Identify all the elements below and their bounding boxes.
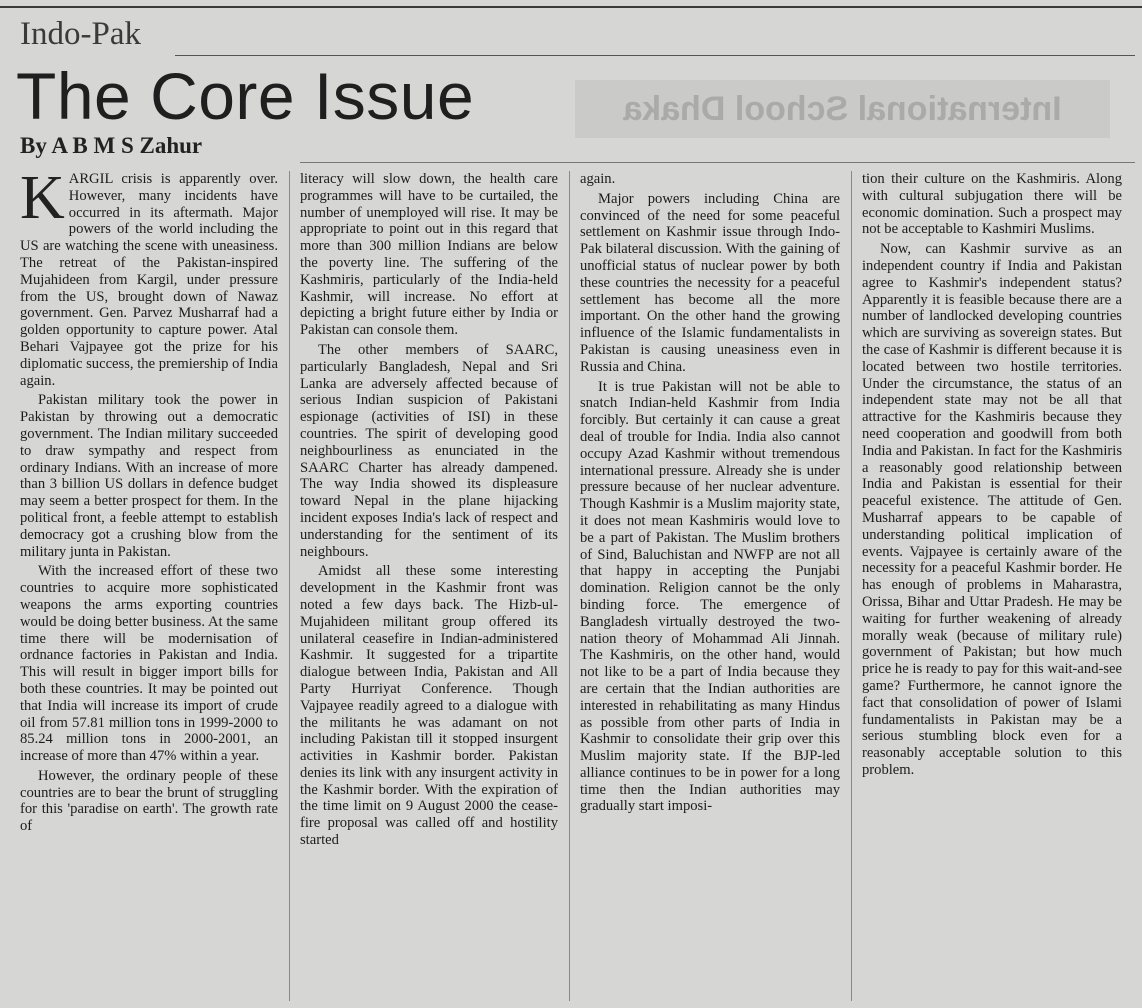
article-paragraph <box>300 563 558 849</box>
paragraph-text: ARGIL crisis is apparently over. However, many incidents have occurred in its aftermath. Major powers of the world including the US are watching the scene with uneasiness. The retreat of the Pakistan-inspired Mujahideen from Kargil, under pressure from the US, brought down of Nawaz government. Gen. Parvez Musharraf had a golden opportunity to capture power. Atal Behari Vajpayee got the prize for his diplomatic success, the premiership of India again. <box>20 171 278 389</box>
paragraph-text: again. <box>580 171 616 187</box>
paragraph-text: Pakistan military took the power in Pakistan by throwing out a democratic government. The Indian military succeeded to draw sympathy and respect from ordinary Indians. With an increase of more than 3 billion US dollars in defence budget may seem a better prospect for them. In the political front, a feeble attempt to establish democracy got a crushing blow from the military junta in Pakistan. <box>20 392 278 560</box>
article-paragraph <box>20 563 278 765</box>
article-paragraph <box>580 191 840 376</box>
byline-rule <box>300 162 1135 163</box>
byline: By A B M S Zahur <box>20 133 203 158</box>
column-divider <box>289 171 290 1001</box>
article-column-2 <box>300 171 558 1001</box>
article-paragraph <box>862 171 1122 238</box>
paragraph-text: However, the ordinary people of these countries are to bear the brunt of struggling for this 'paradise on earth'. The growth rate of <box>20 767 278 835</box>
headline: The Core Issue <box>16 59 475 133</box>
column-divider <box>851 171 852 1001</box>
article-paragraph <box>580 379 840 816</box>
paragraph-text: tion their culture on the Kashmiris. Along with cultural subjugation there will be economic domination. Such a prospect may not be acceptable to Kashmiri Muslims. <box>862 171 1122 238</box>
article-column-1 <box>20 171 278 1001</box>
article-column-4 <box>862 171 1122 1001</box>
paragraph-text: The other members of SAARC, particularly Bangladesh, Nepal and Sri Lanka are adversely affected because of serious Indian suspicion of Pakistani espionage (activities of ISI) in these countries. The spirit of developing good neighbourliness as enunciated in the SAARC Charter has already dampened. The way India showed its displeasure toward Nepal in the plane hijacking incident exposes India's lack of respect and understanding for the sentiment of its neighbours. <box>300 341 558 560</box>
paragraph-text: It is true Pakistan will not be able to snatch Indian-held Kashmir from India forcibly. But certainly it can cause a great deal of trouble for India. India also cannot occupy Azad Kashmir without tremendous international pressure. Already she is under pressure because of her nuclear adventure. Though Kashmir is a Muslim majority state, it does not mean Kashmiris would love to be a part of Pakistan. The Muslim brothers of Sind, Baluchistan and NWFP are not all that happy in accepting the Punjabi domination. Religion cannot be the only binding force. The emergence of Bangladesh virtually destroyed the two-nation theory of Mohammad Ali Jinnah. The Kashmiris, on the other hand, would not like to be a part of India because they are certain that the Indian authorities are interested in rehabilitating as many Hindus as possible from other parts of India in Kashmir to consolidate their grip over this Muslim majority state. If the BJP-led alliance continues to be in power for a long time then the Indian authorities may gradually start imposi- <box>580 378 840 815</box>
kicker-rule <box>175 55 1135 56</box>
top-rule <box>0 6 1142 8</box>
article-paragraph <box>20 171 278 389</box>
article-paragraph <box>300 342 558 560</box>
article-paragraph <box>862 241 1122 779</box>
article-paragraph <box>580 171 840 188</box>
column-divider <box>569 171 570 1001</box>
article-paragraph <box>300 171 558 339</box>
paragraph-text: literacy will slow down, the health care programmes will have to be curtailed, the number of unemployed will rise. It may be appropriate to point out in this regard that more than 300 million Indians are below the poverty line. The suffering of the Kashmiris, particularly of the India-held Kashmir, will increase. No effort at depicting a bright future either by India or Pakistan can console them. <box>300 171 558 339</box>
drop-cap: K <box>20 171 65 232</box>
mirrored-ad-banner: International School Dhaka <box>575 80 1110 138</box>
paragraph-text: Now, can Kashmir survive as an independent country if India and Pakistan agree to Kashmir's independent status? Apparently it is feasible because there are a number of landlocked developing countries which are surviving as sovereign states. But the case of Kashmir is different because it is located between two hostile territories. Under the circumstance, the status of an independent state may not be all that attractive for the Kashmiris because they need cooperation and goodwill from both India and Pakistan. In fact for the Kashmiris a reasonably good relationship between India and Pakistan is essential for their peaceful existence. The attitude of Gen. Musharraf appears to be capable of understanding political implication of events. Vajpayee is certainly aware of the necessity for a peaceful Kashmir border. He has enough of problems in Maharastra, Orissa, Bihar and Uttar Pradesh. He may be waiting for further weakening of already morally weak (because of military rule) government of Pakistan; but how much price he is ready to pay for this wait-and-see game? Furthermore, he cannot ignore the fact that consolidation of power of Islami fundamentalists in Pakistan may be a serious stumbling block even for a reasonably acceptable solution to this problem. <box>862 241 1122 778</box>
section-kicker: Indo-Pak <box>20 16 141 52</box>
article-paragraph <box>20 392 278 560</box>
paragraph-text: Amidst all these some interesting development in the Kashmir front was noted a few days back. The Hizb-ul-Mujahideen militant group offered its unilateral ceasefire in Indian-administered Kashmir. It suggested for a tripartite dialogue between India, Pakistan and All Party Hurriyat Conference. Though Vajpayee readily agreed to a dialogue with the militants he was adamant on not including Pakistan till it stopped insurgent activities in Kashmir border. Pakistan denies its link with any insurgent activity in the Kashmir border. With the expiration of the time limit on 9 August 2000 the cease-fire proposal was called off and hostility started <box>300 563 558 849</box>
article-paragraph <box>20 768 278 835</box>
article-column-3 <box>580 171 840 1001</box>
paragraph-text: Major powers including China are convinced of the need for some peaceful settlement on Kashmir issue through Indo-Pak bilateral discussion. With the gaining of unofficial status of nuclear power by both these countries the necessity for a peaceful settlement has become all the more important. On the other hand the growing influence of the Islamic fundamentalists in Pakistan is causing uneasiness even in Russia and China. <box>580 190 840 375</box>
paragraph-text: With the increased effort of these two countries to acquire more sophisticated weapons the arms exporting countries would be doing better business. At the same time there will be modernisation of ordnance factories in Pakistan and India. This will result in bigger import bills for both these countries. It may be pointed out that India will increase its import of crude oil from 57.81 million tons in 1999-2000 to 85.24 million tons in 2000-2001, an increase of more than 47% within a year. <box>20 563 278 765</box>
